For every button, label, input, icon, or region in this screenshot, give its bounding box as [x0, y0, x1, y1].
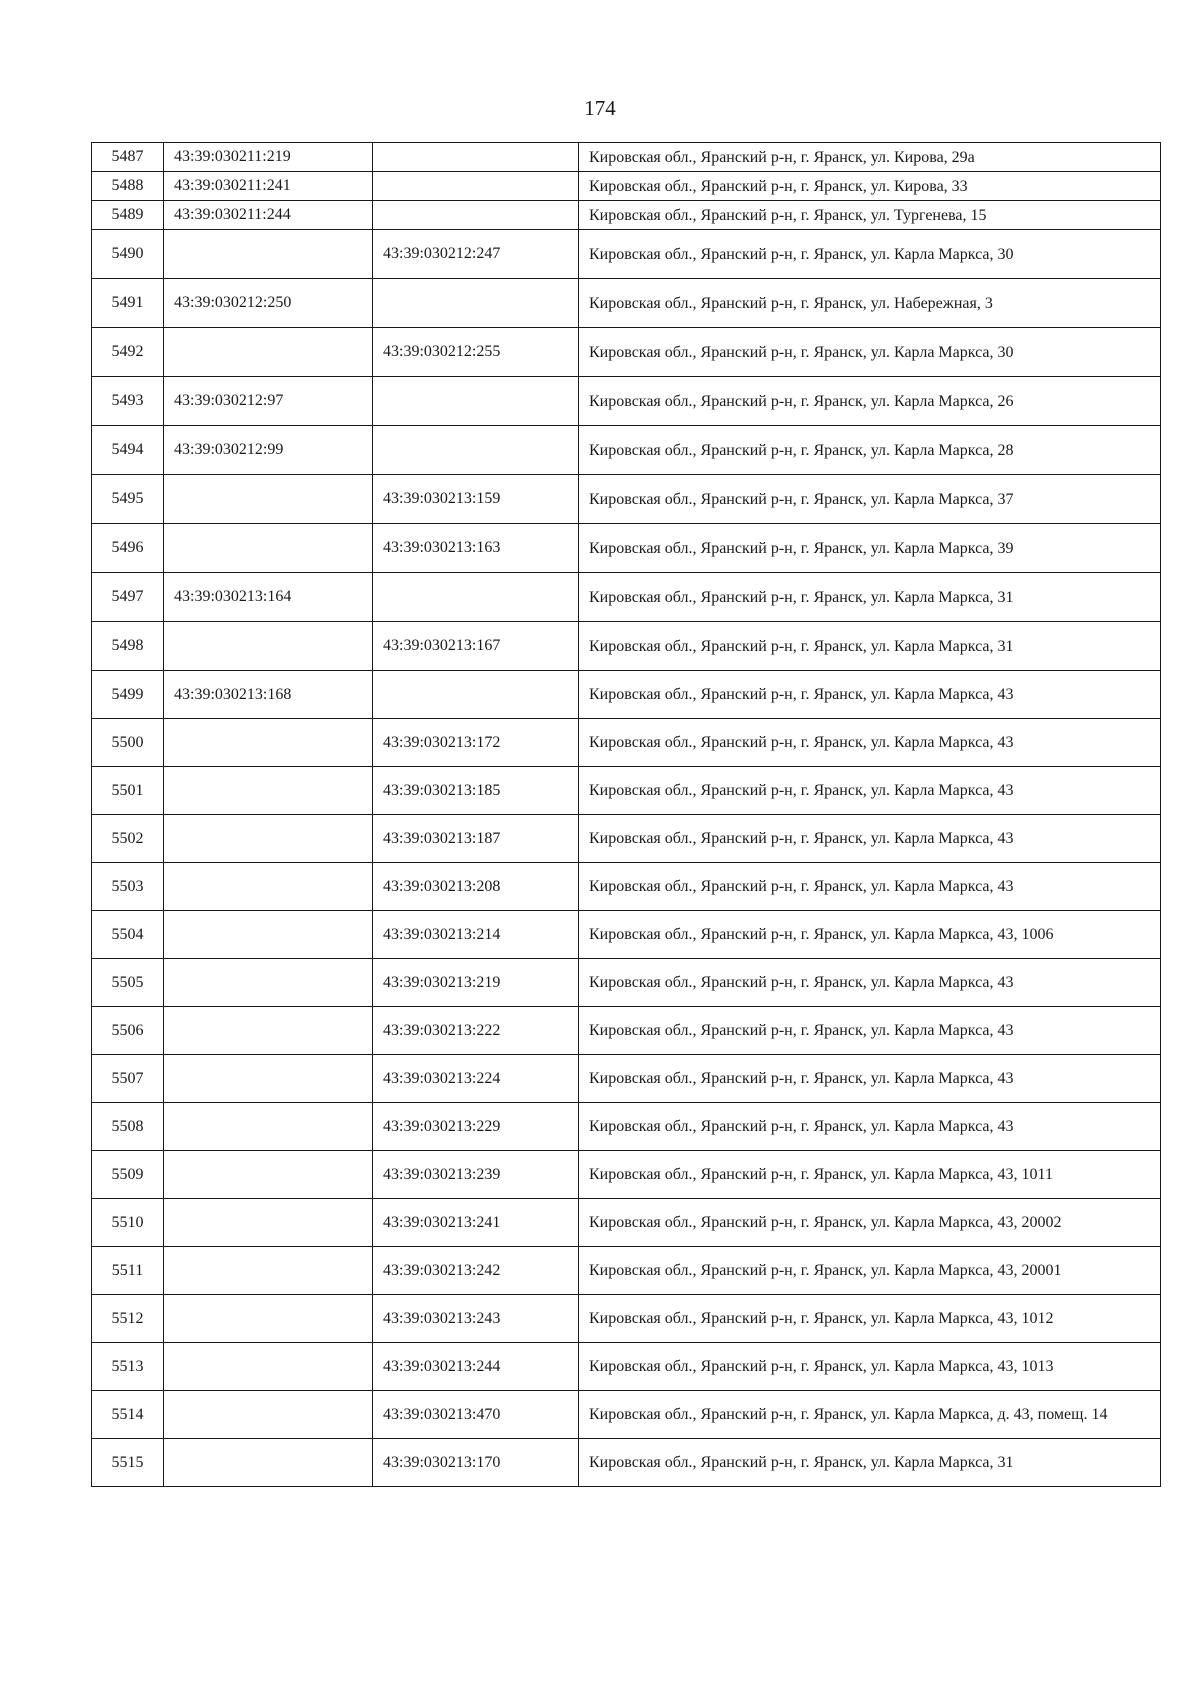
cadastral-number-land: [164, 1391, 373, 1439]
cadastral-number-land: 43:39:030212:97: [164, 377, 373, 426]
cadastral-number-land: [164, 767, 373, 815]
cadastral-number-building: [373, 671, 579, 719]
cadastral-number-land: [164, 328, 373, 377]
address-cell: Кировская обл., Яранский р-н, г. Яранск, ул. Карла Маркса, 43, 1011: [579, 1151, 1161, 1199]
address-cell: Кировская обл., Яранский р-н, г. Яранск, ул. Карла Маркса, 30: [579, 230, 1161, 279]
row-number: 5493: [92, 377, 164, 426]
cadastral-number-building: 43:39:030213:244: [373, 1343, 579, 1391]
table-row: [92, 1391, 1161, 1439]
row-number: 5495: [92, 475, 164, 524]
address-cell: Кировская обл., Яранский р-н, г. Яранск, ул. Карла Маркса, 43, 1012: [579, 1295, 1161, 1343]
table-row: [92, 671, 1161, 719]
address-cell: Кировская обл., Яранский р-н, г. Яранск, ул. Карла Маркса, 43, 1006: [579, 911, 1161, 959]
address-cell: Кировская обл., Яранский р-н, г. Яранск, ул. Карла Маркса, 37: [579, 475, 1161, 524]
cadastral-number-land: 43:39:030211:241: [164, 172, 373, 201]
cadastral-number-land: [164, 1007, 373, 1055]
row-number: 5508: [92, 1103, 164, 1151]
table-row: [92, 959, 1161, 1007]
cadastral-number-land: [164, 911, 373, 959]
cadastral-number-building: 43:39:030213:239: [373, 1151, 579, 1199]
address-cell: Кировская обл., Яранский р-н, г. Яранск, ул. Карла Маркса, 31: [579, 1439, 1161, 1487]
table-row: [92, 377, 1161, 426]
address-cell: Кировская обл., Яранский р-н, г. Яранск, ул. Карла Маркса, 43: [579, 863, 1161, 911]
cadastral-number-land: [164, 1151, 373, 1199]
table-row: [92, 172, 1161, 201]
address-cell: Кировская обл., Яранский р-н, г. Яранск, ул. Карла Маркса, 43: [579, 1103, 1161, 1151]
address-cell: Кировская обл., Яранский р-н, г. Яранск, ул. Карла Маркса, 31: [579, 573, 1161, 622]
table-row: [92, 815, 1161, 863]
address-cell: Кировская обл., Яранский р-н, г. Яранск, ул. Карла Маркса, 28: [579, 426, 1161, 475]
cadastral-number-building: [373, 279, 579, 328]
table-row: [92, 1055, 1161, 1103]
cadastral-number-land: [164, 1343, 373, 1391]
row-number: 5491: [92, 279, 164, 328]
table-row: [92, 1007, 1161, 1055]
address-cell: Кировская обл., Яранский р-н, г. Яранск, ул. Кирова, 33: [579, 172, 1161, 201]
row-number: 5505: [92, 959, 164, 1007]
cadastral-number-building: 43:39:030213:241: [373, 1199, 579, 1247]
row-number: 5488: [92, 172, 164, 201]
registry-table-body: [92, 143, 1161, 1487]
cadastral-number-building: 43:39:030213:222: [373, 1007, 579, 1055]
cadastral-number-land: 43:39:030211:244: [164, 201, 373, 230]
page-number: 174: [584, 96, 616, 120]
cadastral-number-land: [164, 1199, 373, 1247]
row-number: 5492: [92, 328, 164, 377]
cadastral-number-building: 43:39:030213:163: [373, 524, 579, 573]
cadastral-number-building: 43:39:030213:172: [373, 719, 579, 767]
address-cell: Кировская обл., Яранский р-н, г. Яранск, ул. Карла Маркса, 43: [579, 815, 1161, 863]
cadastral-number-building: [373, 201, 579, 230]
cadastral-number-building: 43:39:030213:243: [373, 1295, 579, 1343]
cadastral-number-building: 43:39:030213:224: [373, 1055, 579, 1103]
row-number: 5499: [92, 671, 164, 719]
cadastral-number-building: 43:39:030213:159: [373, 475, 579, 524]
cadastral-number-land: [164, 622, 373, 671]
cadastral-number-land: [164, 1247, 373, 1295]
table-row: [92, 767, 1161, 815]
cadastral-number-land: 43:39:030213:168: [164, 671, 373, 719]
cadastral-number-land: [164, 1295, 373, 1343]
cadastral-number-building: 43:39:030212:247: [373, 230, 579, 279]
table-row: [92, 524, 1161, 573]
cadastral-number-building: [373, 426, 579, 475]
row-number: 5512: [92, 1295, 164, 1343]
row-number: 5504: [92, 911, 164, 959]
row-number: 5514: [92, 1391, 164, 1439]
row-number: 5496: [92, 524, 164, 573]
cadastral-number-land: [164, 1055, 373, 1103]
cadastral-number-land: [164, 1439, 373, 1487]
cadastral-number-building: [373, 377, 579, 426]
address-cell: Кировская обл., Яранский р-н, г. Яранск, ул. Карла Маркса, 31: [579, 622, 1161, 671]
row-number: 5498: [92, 622, 164, 671]
row-number: 5500: [92, 719, 164, 767]
cadastral-number-land: 43:39:030213:164: [164, 573, 373, 622]
cadastral-number-building: 43:39:030213:470: [373, 1391, 579, 1439]
row-number: 5513: [92, 1343, 164, 1391]
cadastral-number-land: [164, 863, 373, 911]
cadastral-number-land: [164, 230, 373, 279]
table-row: [92, 1439, 1161, 1487]
cadastral-number-building: 43:39:030213:170: [373, 1439, 579, 1487]
cadastral-number-building: 43:39:030213:208: [373, 863, 579, 911]
cadastral-number-land: 43:39:030212:250: [164, 279, 373, 328]
row-number: 5515: [92, 1439, 164, 1487]
table-row: [92, 911, 1161, 959]
row-number: 5501: [92, 767, 164, 815]
table-row: [92, 1199, 1161, 1247]
table-row: [92, 328, 1161, 377]
table-row: [92, 622, 1161, 671]
cadastral-number-building: 43:39:030213:229: [373, 1103, 579, 1151]
address-cell: Кировская обл., Яранский р-н, г. Яранск, ул. Карла Маркса, 43: [579, 671, 1161, 719]
row-number: 5503: [92, 863, 164, 911]
address-cell: Кировская обл., Яранский р-н, г. Яранск, ул. Карла Маркса, 43, 1013: [579, 1343, 1161, 1391]
row-number: 5489: [92, 201, 164, 230]
table-row: [92, 1295, 1161, 1343]
table-row: [92, 863, 1161, 911]
cadastral-number-land: [164, 524, 373, 573]
table-row: [92, 279, 1161, 328]
address-cell: Кировская обл., Яранский р-н, г. Яранск, ул. Карла Маркса, 39: [579, 524, 1161, 573]
row-number: 5511: [92, 1247, 164, 1295]
cadastral-number-building: 43:39:030213:187: [373, 815, 579, 863]
row-number: 5502: [92, 815, 164, 863]
cadastral-number-land: [164, 475, 373, 524]
cadastral-number-land: [164, 815, 373, 863]
cadastral-number-building: [373, 143, 579, 172]
table-row: [92, 143, 1161, 172]
cadastral-number-building: 43:39:030213:185: [373, 767, 579, 815]
registry-table: [91, 142, 1161, 1487]
address-cell: Кировская обл., Яранский р-н, г. Яранск, ул. Карла Маркса, 43, 20001: [579, 1247, 1161, 1295]
cadastral-number-building: [373, 172, 579, 201]
address-cell: Кировская обл., Яранский р-н, г. Яранск, ул. Карла Маркса, 26: [579, 377, 1161, 426]
cadastral-number-building: 43:39:030213:219: [373, 959, 579, 1007]
cadastral-number-land: [164, 1103, 373, 1151]
cadastral-number-land: [164, 719, 373, 767]
row-number: 5509: [92, 1151, 164, 1199]
address-cell: Кировская обл., Яранский р-н, г. Яранск, ул. Карла Маркса, 30: [579, 328, 1161, 377]
cadastral-number-building: [373, 573, 579, 622]
table-row: [92, 1247, 1161, 1295]
row-number: 5506: [92, 1007, 164, 1055]
row-number: 5497: [92, 573, 164, 622]
table-row: [92, 1343, 1161, 1391]
table-row: [92, 719, 1161, 767]
address-cell: Кировская обл., Яранский р-н, г. Яранск, ул. Кирова, 29а: [579, 143, 1161, 172]
row-number: 5507: [92, 1055, 164, 1103]
table-row: [92, 201, 1161, 230]
row-number: 5510: [92, 1199, 164, 1247]
cadastral-number-land: 43:39:030212:99: [164, 426, 373, 475]
cadastral-number-building: 43:39:030213:242: [373, 1247, 579, 1295]
cadastral-number-building: 43:39:030213:214: [373, 911, 579, 959]
address-cell: Кировская обл., Яранский р-н, г. Яранск, ул. Тургенева, 15: [579, 201, 1161, 230]
address-cell: Кировская обл., Яранский р-н, г. Яранск, ул. Карла Маркса, 43: [579, 719, 1161, 767]
row-number: 5490: [92, 230, 164, 279]
address-cell: Кировская обл., Яранский р-н, г. Яранск, ул. Карла Маркса, 43: [579, 959, 1161, 1007]
table-row: [92, 230, 1161, 279]
address-cell: Кировская обл., Яранский р-н, г. Яранск, ул. Набережная, 3: [579, 279, 1161, 328]
cadastral-number-building: 43:39:030213:167: [373, 622, 579, 671]
row-number: 5494: [92, 426, 164, 475]
address-cell: Кировская обл., Яранский р-н, г. Яранск, ул. Карла Маркса, 43: [579, 1007, 1161, 1055]
address-cell: Кировская обл., Яранский р-н, г. Яранск, ул. Карла Маркса, 43, 20002: [579, 1199, 1161, 1247]
address-cell: Кировская обл., Яранский р-н, г. Яранск, ул. Карла Маркса, д. 43, помещ. 14: [579, 1391, 1161, 1439]
cadastral-number-land: 43:39:030211:219: [164, 143, 373, 172]
row-number: 5487: [92, 143, 164, 172]
table-row: [92, 573, 1161, 622]
cadastral-number-land: [164, 959, 373, 1007]
table-row: [92, 1151, 1161, 1199]
address-cell: Кировская обл., Яранский р-н, г. Яранск, ул. Карла Маркса, 43: [579, 767, 1161, 815]
address-cell: Кировская обл., Яранский р-н, г. Яранск, ул. Карла Маркса, 43: [579, 1055, 1161, 1103]
table-row: [92, 1103, 1161, 1151]
cadastral-number-building: 43:39:030212:255: [373, 328, 579, 377]
table-row: [92, 475, 1161, 524]
table-row: [92, 426, 1161, 475]
